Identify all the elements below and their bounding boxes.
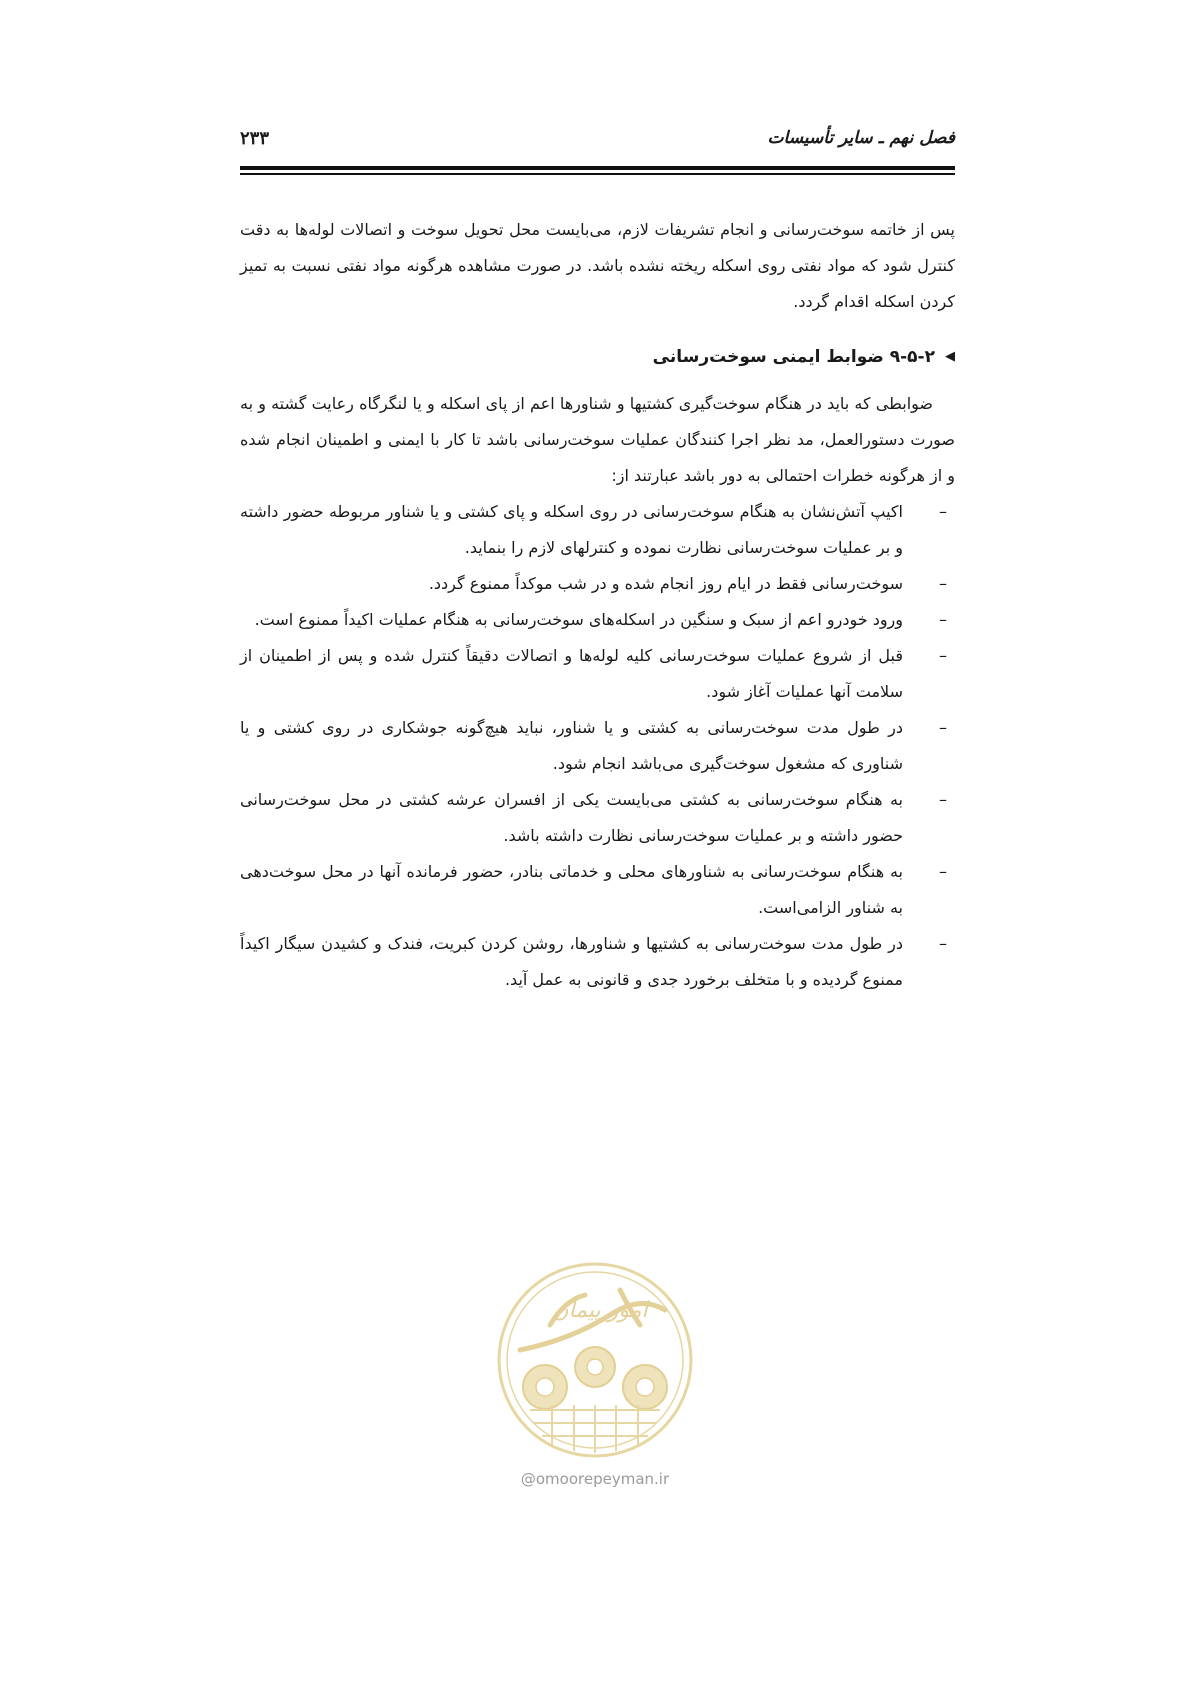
dash-marker: – xyxy=(939,502,947,521)
list-item-text: قبل از شروع عملیات سوخت‌رسانی کلیه لوله‌ها و اتصالات دقیقاً کنترل شده و پس از اطمینان از سلامت آنها عملیات آغاز شود. xyxy=(240,646,903,701)
watermark-logo xyxy=(490,1255,700,1465)
triangle-bullet-icon: ◀ xyxy=(945,349,955,364)
watermark-logo-text: امور پیمان xyxy=(552,1298,648,1323)
header-rule-thin xyxy=(240,173,955,175)
list-item xyxy=(240,854,955,926)
list-item-text: سوخت‌رسانی فقط در ایام روز انجام شده و در شب موکداً ممنوع گردد. xyxy=(428,574,903,593)
dash-marker: – xyxy=(939,610,947,629)
dash-marker: – xyxy=(939,646,947,665)
safety-rules-list xyxy=(240,494,955,998)
chapter-title: فصل نهم ـ سایر تأسیسات xyxy=(767,128,955,148)
page-number: ۲۳۳ xyxy=(240,128,270,149)
list-item xyxy=(240,566,955,602)
list-item-text: در طول مدت سوخت‌رسانی به کشتی و یا شناور، نباید هیچ‌گونه جوشکاری در روی کشتی و یا شناوری که مشغول سوخت‌گیری می‌باشد انجام شود. xyxy=(240,718,903,773)
list-item-text: به هنگام سوخت‌رسانی به کشتی می‌بایست یکی از افسران عرشه کشتی در محل سوخت‌رسانی حضور داشته و بر عملیات سوخت‌رسانی نظارت داشته باشد. xyxy=(240,790,903,845)
list-item xyxy=(240,926,955,998)
watermark-url: @omoorepeyman.ir xyxy=(520,1470,670,1488)
list-item xyxy=(240,494,955,566)
list-item xyxy=(240,782,955,854)
list-item-text: در طول مدت سوخت‌رسانی به کشتیها و شناورها، روشن کردن کبریت، فندک و کشیدن سیگار اکیداً ممنوع گردیده و با متخلف برخورد جدی و قانونی به عمل آید. xyxy=(240,934,903,989)
list-item xyxy=(240,638,955,710)
dash-marker: – xyxy=(939,718,947,737)
section-heading-text: ۹-۵-۲ ضوابط ایمنی سوخت‌رسانی xyxy=(652,347,935,367)
section-paragraph: ضوابطی که باید در هنگام سوخت‌گیری کشتیها و شناورها اعم از پای اسکله و یا لنگرگاه رعایت گشته و به صورت دستورالعمل، مد نظر اجرا کنندگان عملیات سوخت‌رسانی باشد تا کار با ایمنی و اطمینان انجام شده و از هرگونه خطرات احتمالی به دور باشد عبارتند از: xyxy=(240,394,955,485)
list-item-text: اکیپ آتش‌نشان به هنگام سوخت‌رسانی در روی اسکله و پای کشتی و یا شناور مربوطه حضور داشته و بر عملیات سوخت‌رسانی نظارت نموده و کنترلهای لازم را بنماید. xyxy=(240,502,903,557)
list-item xyxy=(240,602,955,638)
dash-marker: – xyxy=(939,574,947,593)
list-item-text: ورود خودرو اعم از سبک و سنگین در اسکله‌های سوخت‌رسانی به هنگام عملیات اکیداً ممنوع است. xyxy=(254,610,903,629)
dash-marker: – xyxy=(939,934,947,953)
list-item-text: به هنگام سوخت‌رسانی به شناورهای محلی و خدماتی بنادر، حضور فرمانده آنها در محل سوخت‌دهی به شناور الزامی‌است. xyxy=(240,862,903,917)
page-header xyxy=(240,128,955,158)
intro-paragraph: پس از خاتمه سوخت‌رسانی و انجام تشریفات لازم، می‌بایست محل تحویل سوخت و اتصالات لوله‌ها به دقت کنترل شود که مواد نفتی روی اسکله ریخته نشده باشد. در صورت مشاهده هرگونه مواد نفتی نسبت به تمیز کردن اسکله اقدام گردد. xyxy=(240,220,955,311)
dash-marker: – xyxy=(939,790,947,809)
dash-marker: – xyxy=(939,862,947,881)
header-rule-thick xyxy=(240,166,955,170)
list-item xyxy=(240,710,955,782)
section-heading xyxy=(240,340,955,374)
page-body xyxy=(240,212,955,998)
